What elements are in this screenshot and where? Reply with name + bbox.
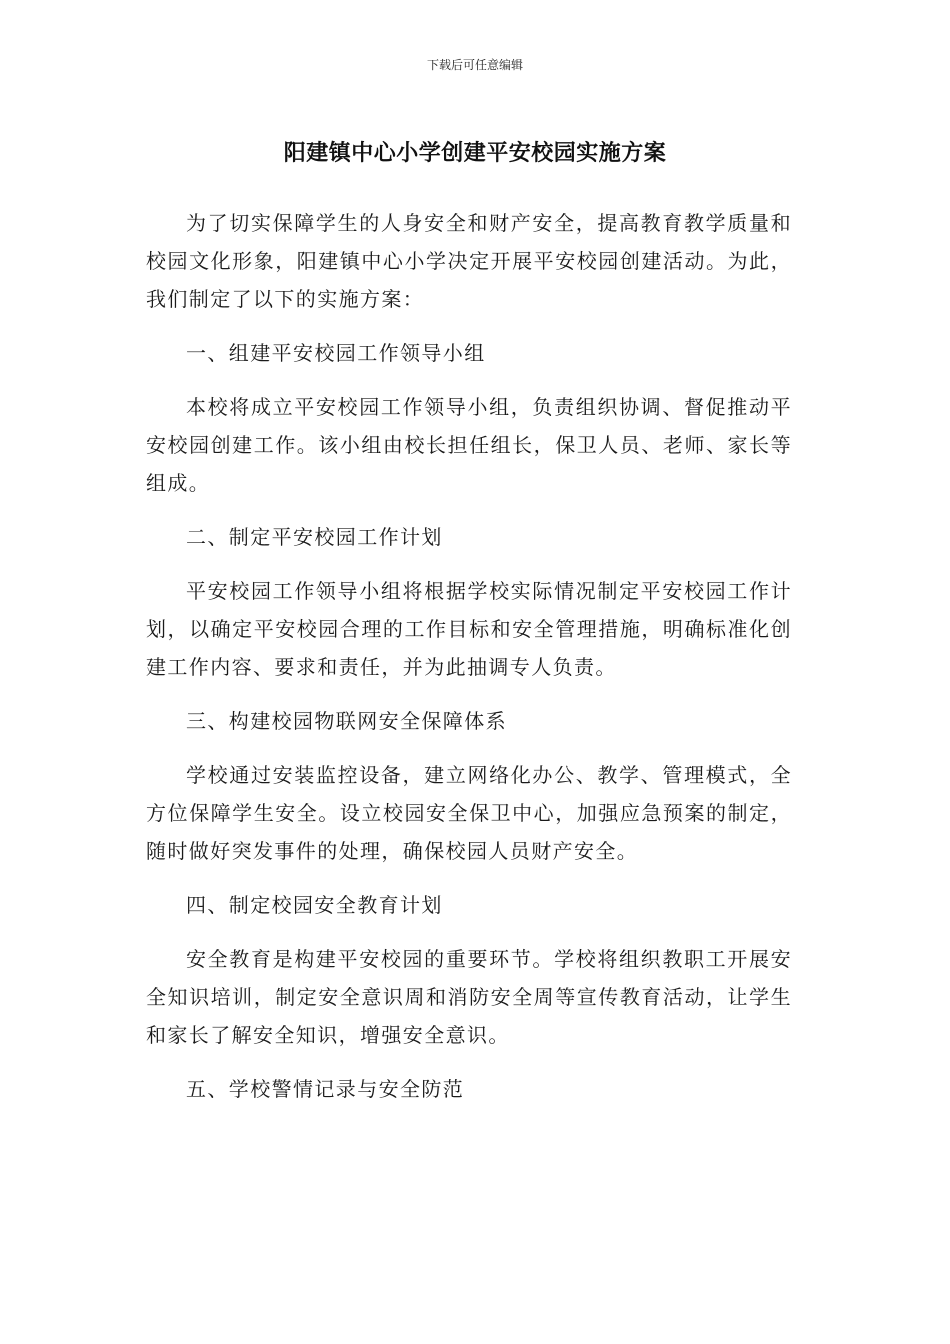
paragraph-section-2: 平安校园工作领导小组将根据学校实际情况制定平安校园工作计划，以确定平安校园合理的工作目标和安全管理措施，明确标准化创建工作内容、要求和责任，并为此抽调专人负责。 [146, 579, 792, 679]
header-note: 下载后可任意编辑 [426, 58, 523, 72]
paragraph-section-4: 安全教育是构建平安校园的重要环节。学校将组织教职工开展安全知识培训，制定安全意识周和消防安全周等宣传教育活动，让学生和家长了解安全知识，增强安全意识。 [146, 947, 792, 1047]
paragraph-intro: 为了切实保障学生的人身安全和财产安全，提高教育教学质量和校园文化形象，阳建镇中心小学决定开展平安校园创建活动。为此，我们制定了以下的实施方案： [146, 211, 792, 311]
page-title: 阳建镇中心小学创建平安校园实施方案 [283, 141, 667, 166]
document-body [146, 204, 792, 1124]
section-heading-1: 一、组建平安校园工作领导小组 [186, 341, 486, 365]
section-heading-5: 五、学校警情记录与安全防范 [186, 1077, 465, 1101]
paragraph-section-1: 本校将成立平安校园工作领导小组，负责组织协调、督促推动平安校园创建工作。该小组由校长担任组长，保卫人员、老师、家长等组成。 [146, 395, 792, 495]
section-heading-4: 四、制定校园安全教育计划 [186, 893, 443, 917]
section-heading-3: 三、构建校园物联网安全保障体系 [186, 709, 507, 733]
paragraph-section-3: 学校通过安装监控设备，建立网络化办公、教学、管理模式，全方位保障学生安全。设立校园安全保卫中心，加强应急预案的制定，随时做好突发事件的处理，确保校园人员财产安全。 [146, 763, 792, 863]
section-heading-2: 二、制定平安校园工作计划 [186, 525, 443, 549]
